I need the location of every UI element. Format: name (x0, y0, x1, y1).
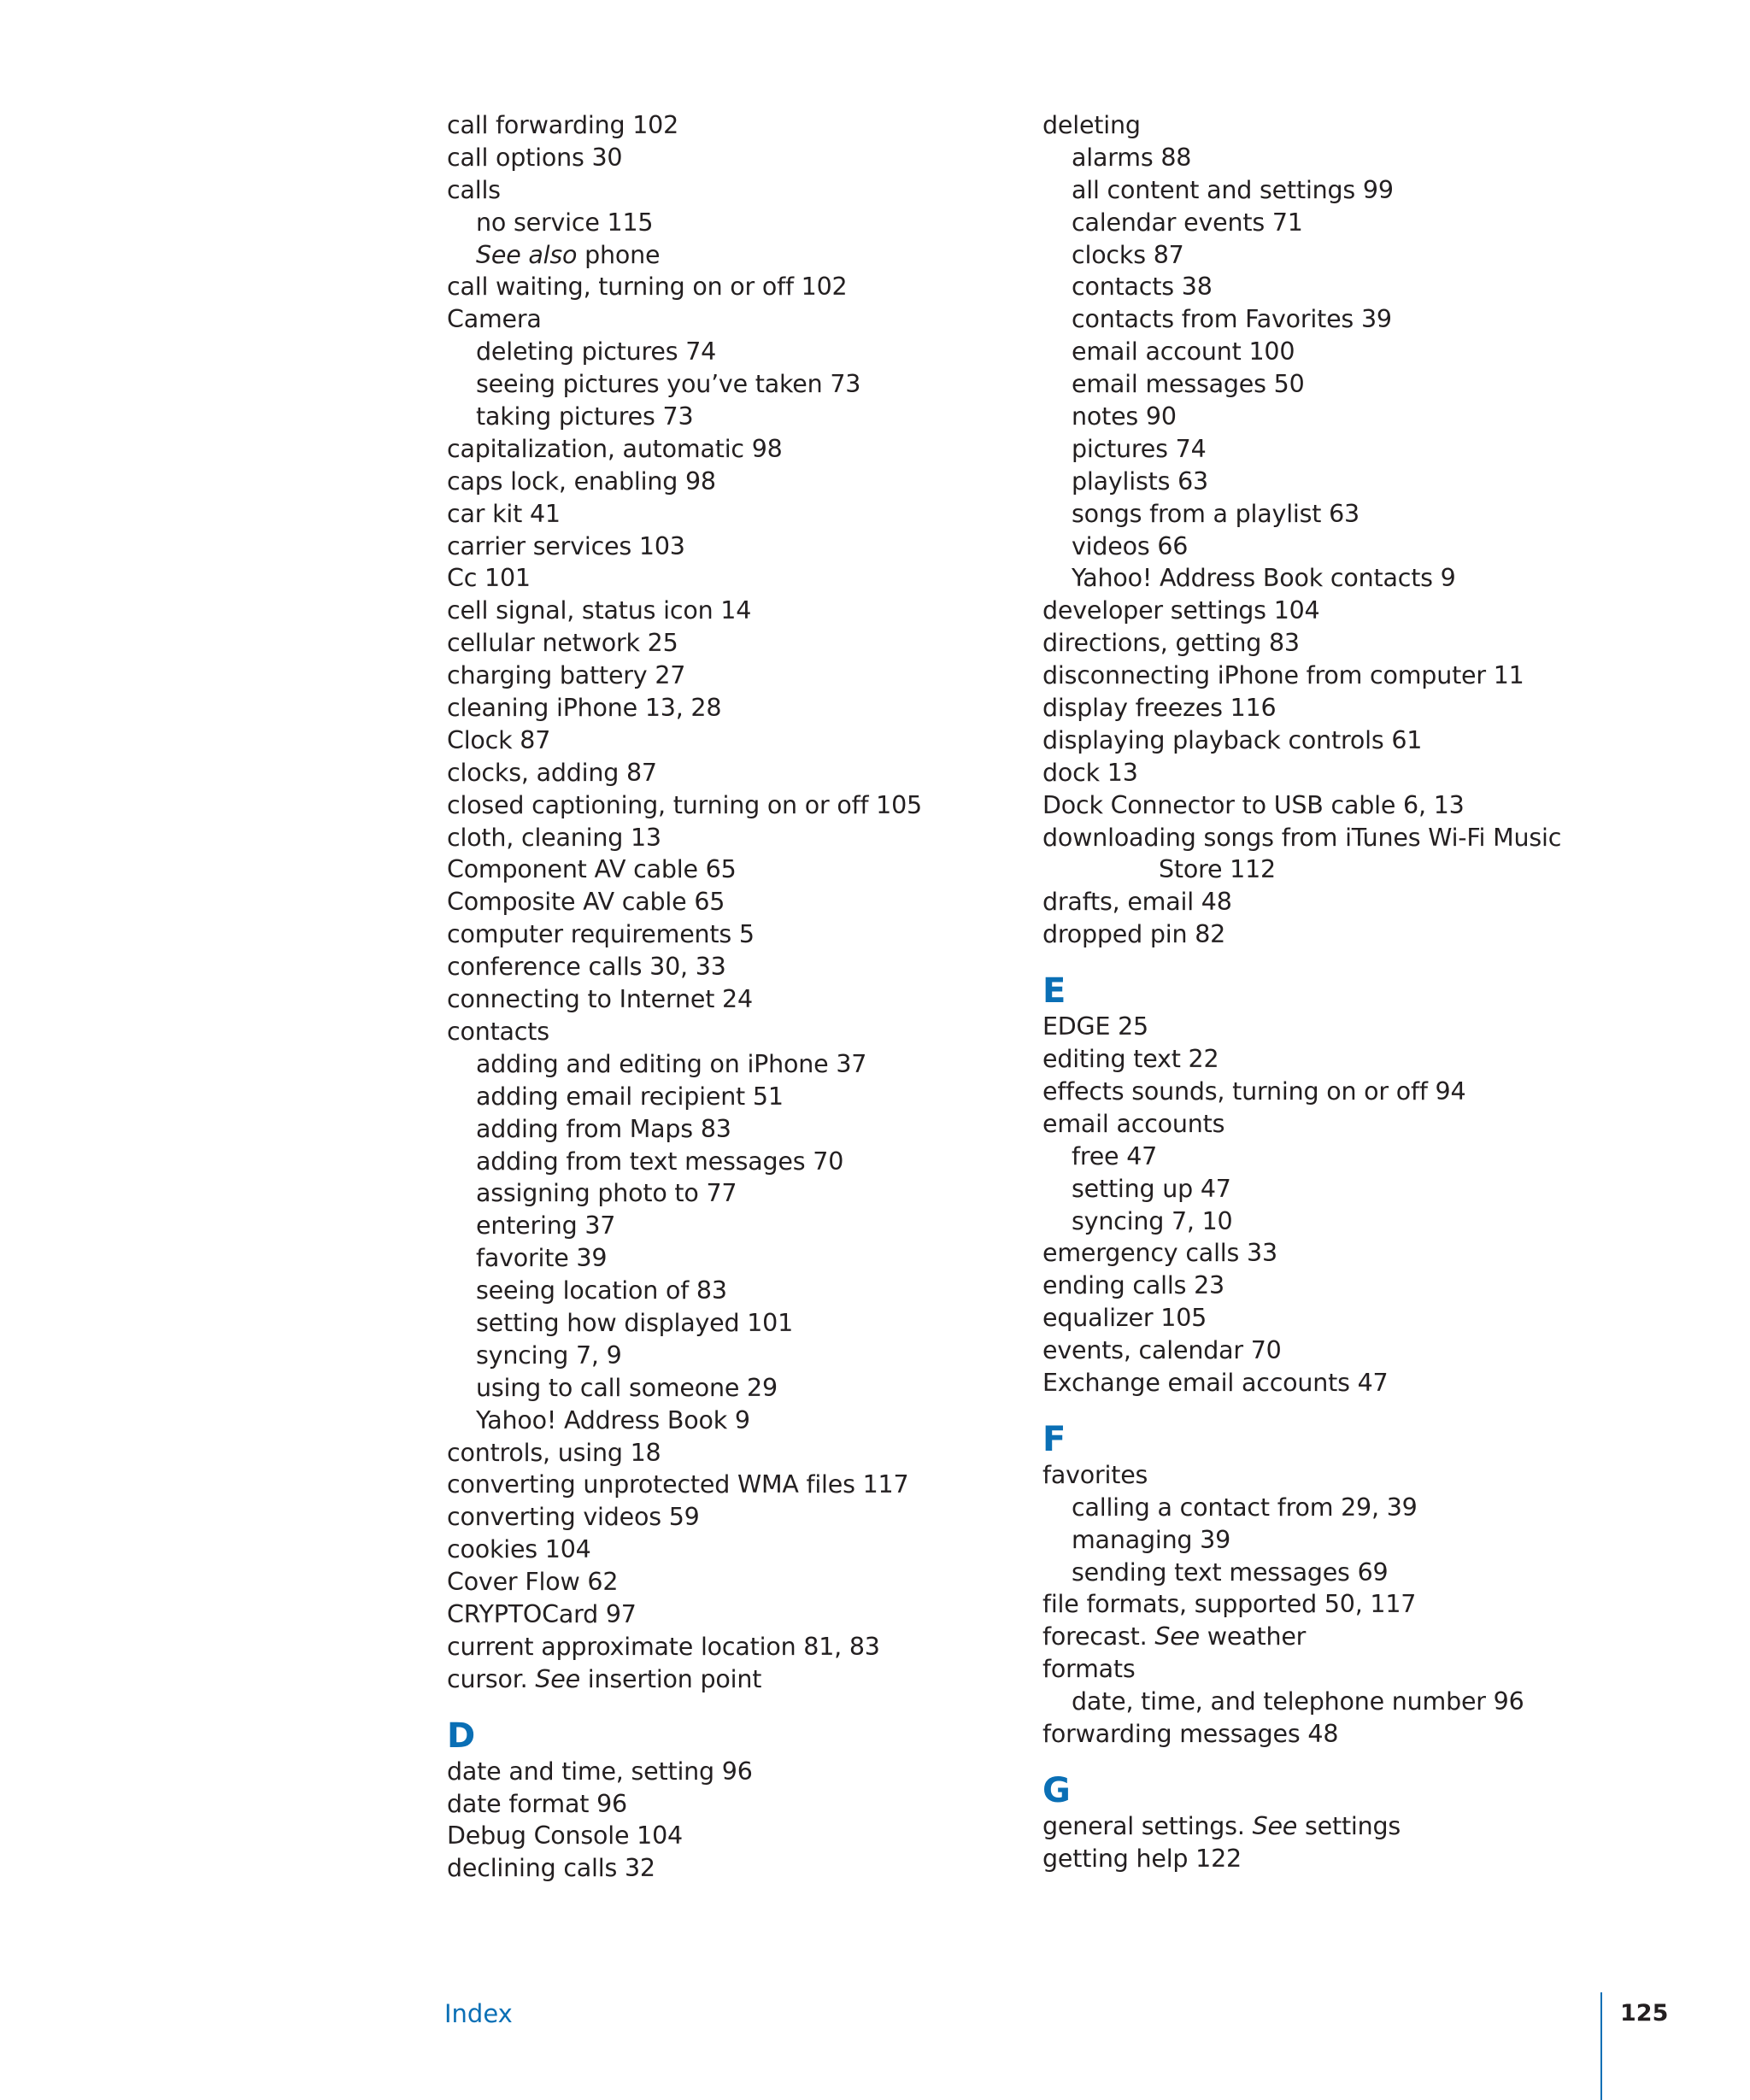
index-entry: deleting (1042, 111, 1141, 139)
index-entry: calls (447, 175, 501, 204)
index-subentry: calling a contact from 29, 39 (1072, 1493, 1418, 1522)
index-subentry: seeing pictures you’ve taken 73 (476, 370, 861, 399)
index-subentry: setting how displayed 101 (476, 1308, 794, 1337)
index-column-right (1042, 109, 1589, 1875)
index-entry: current approximate location 81, 83 (447, 1632, 880, 1661)
index-entry (1042, 1810, 1589, 1843)
index-entry: ending calls 23 (1042, 1271, 1224, 1300)
index-entry: cell signal, status icon 14 (447, 596, 752, 625)
index-entry: drafts, email 48 (1042, 888, 1232, 917)
index-subentry: syncing 7, 9 (476, 1340, 622, 1370)
entry-text: forecast. (1042, 1622, 1155, 1651)
index-entry: email accounts (1042, 1109, 1225, 1138)
entry-text: insertion point (579, 1664, 762, 1693)
index-entry: connecting to Internet 24 (447, 985, 753, 1014)
index-entry: equalizer 105 (1042, 1304, 1207, 1333)
index-entry: declining calls 32 (447, 1854, 655, 1883)
index-entry: EDGE 25 (1042, 1012, 1148, 1041)
index-entry: forwarding messages 48 (1042, 1719, 1339, 1748)
section-letter-e: E (1042, 971, 1066, 1012)
index-subentry: Yahoo! Address Book contacts 9 (1072, 564, 1456, 593)
footer-section-label: Index (444, 1999, 513, 2028)
index-subentry: managing 39 (1072, 1525, 1231, 1554)
section-letter-g: G (1042, 1770, 1071, 1810)
index-entry: Exchange email accounts 47 (1042, 1368, 1389, 1397)
index-entry: getting help 122 (1042, 1844, 1242, 1873)
index-entry: favorites (1042, 1460, 1148, 1489)
section-letter-f: F (1042, 1419, 1066, 1459)
index-subentry: taking pictures 73 (476, 402, 694, 431)
index-entry: cloth, cleaning 13 (447, 823, 661, 852)
index-entry: cookies 104 (447, 1535, 591, 1564)
index-entry: directions, getting 83 (1042, 629, 1300, 658)
index-entry: conference calls 30, 33 (447, 953, 726, 982)
index-subentry: contacts from Favorites 39 (1072, 305, 1392, 334)
index-subentry: adding email recipient 51 (476, 1082, 784, 1111)
cross-reference-see: See also (476, 240, 578, 269)
index-subentry: no service 115 (476, 208, 654, 237)
index-subentry: entering 37 (476, 1211, 616, 1241)
index-entry: CRYPTOCard 97 (447, 1599, 637, 1628)
cross-reference-see: See (1154, 1622, 1200, 1651)
index-subentry: free 47 (1072, 1141, 1158, 1170)
index-entry: dock 13 (1042, 758, 1138, 787)
index-entry: closed captioning, turning on or off 105 (447, 790, 922, 819)
entry-text: settings (1297, 1811, 1401, 1840)
index-entry: cleaning iPhone 13, 28 (447, 694, 722, 723)
index-subentry: adding and editing on iPhone 37 (476, 1049, 867, 1078)
entry-text: cursor. (447, 1664, 536, 1693)
index-subentry: songs from a playlist 63 (1072, 499, 1359, 528)
index-entry: call waiting, turning on or off 102 (447, 273, 848, 302)
index-entry: controls, using 18 (447, 1438, 661, 1467)
index-entry: date format 96 (447, 1789, 627, 1818)
index-subentry: deleting pictures 74 (476, 337, 717, 367)
index-entry: computer requirements 5 (447, 920, 755, 949)
index-entry: editing text 22 (1042, 1045, 1219, 1074)
index-entry: displaying playback controls 61 (1042, 725, 1423, 754)
index-entry: Debug Console 104 (447, 1821, 683, 1851)
cross-reference-see: See (535, 1664, 580, 1693)
index-entry: caps lock, enabling 98 (447, 466, 716, 496)
index-entry: converting videos 59 (447, 1503, 700, 1532)
index-entry: Cover Flow 62 (447, 1568, 619, 1597)
index-entry: file formats, supported 50, 117 (1042, 1590, 1417, 1619)
index-entry: display freezes 116 (1042, 694, 1277, 723)
index-subentry: Yahoo! Address Book 9 (476, 1405, 750, 1434)
index-subentry: adding from text messages 70 (476, 1147, 844, 1176)
index-entry: downloading songs from iTunes Wi-Fi Music (1042, 823, 1562, 852)
index-entry (1042, 1621, 1589, 1653)
index-entry: charging battery 27 (447, 661, 686, 690)
index-entry: Component AV cable 65 (447, 855, 737, 884)
index-entry: disconnecting iPhone from computer 11 (1042, 661, 1524, 690)
index-entry: Dock Connector to USB cable 6, 13 (1042, 790, 1465, 819)
index-subentry: assigning photo to 77 (476, 1179, 737, 1208)
footer-divider (1600, 1992, 1602, 2100)
index-subentry: adding from Maps 83 (476, 1114, 731, 1143)
index-subentry: calendar events 71 (1072, 208, 1303, 237)
index-entry: events, calendar 70 (1042, 1336, 1282, 1365)
index-subentry: email messages 50 (1072, 370, 1305, 399)
index-subentry: using to call someone 29 (476, 1373, 778, 1402)
entry-text: phone (577, 240, 661, 269)
cross-reference-see: See (1252, 1811, 1298, 1840)
page-number: 125 (1620, 2000, 1669, 2027)
index-entry: Clock 87 (447, 725, 551, 754)
index-subentry: setting up 47 (1072, 1174, 1231, 1203)
index-subentry: email account 100 (1072, 337, 1295, 367)
entry-text: weather (1199, 1622, 1307, 1651)
index-subentry: playlists 63 (1072, 466, 1208, 496)
index-subentry: sending text messages 69 (1072, 1557, 1389, 1587)
index-entry: emergency calls 33 (1042, 1239, 1277, 1268)
index-subentry: pictures 74 (1072, 434, 1207, 463)
index-subentry: date, time, and telephone number 96 (1072, 1687, 1524, 1716)
entry-text: general settings. (1042, 1811, 1253, 1840)
index-entry: formats (1042, 1655, 1136, 1684)
section-letter-d: D (447, 1716, 476, 1756)
index-entry (447, 1663, 994, 1696)
index-subentry: contacts 38 (1072, 273, 1213, 302)
index-entry: dropped pin 82 (1042, 920, 1226, 949)
index-column-left (447, 109, 994, 1885)
index-subentry (447, 239, 994, 272)
index-subentry: notes 90 (1072, 402, 1177, 431)
index-entry: call forwarding 102 (447, 111, 679, 139)
index-entry: Cc 101 (447, 564, 531, 593)
index-entry: Store 112 (1159, 855, 1276, 884)
index-entry: cellular network 25 (447, 629, 678, 658)
index-entry: capitalization, automatic 98 (447, 434, 783, 463)
index-entry: effects sounds, turning on or off 94 (1042, 1076, 1466, 1106)
index-entry: contacts (447, 1017, 549, 1046)
index-entry: clocks, adding 87 (447, 758, 657, 787)
index-entry: developer settings 104 (1042, 596, 1320, 625)
index-entry: Composite AV cable 65 (447, 888, 725, 917)
index-subentry: all content and settings 99 (1072, 175, 1394, 204)
index-entry: Camera (447, 305, 542, 334)
index-entry: car kit 41 (447, 499, 561, 528)
index-subentry: seeing location of 83 (476, 1276, 727, 1305)
index-entry: date and time, setting 96 (447, 1757, 753, 1786)
index-entry: converting unprotected WMA files 117 (447, 1470, 909, 1499)
index-subentry: clocks 87 (1072, 240, 1184, 269)
index-subentry: alarms 88 (1072, 143, 1192, 172)
index-entry: call options 30 (447, 143, 623, 172)
index-subentry: favorite 39 (476, 1244, 608, 1273)
index-subentry: syncing 7, 10 (1072, 1206, 1233, 1235)
index-entry: carrier services 103 (447, 531, 685, 560)
index-subentry: videos 66 (1072, 531, 1189, 560)
